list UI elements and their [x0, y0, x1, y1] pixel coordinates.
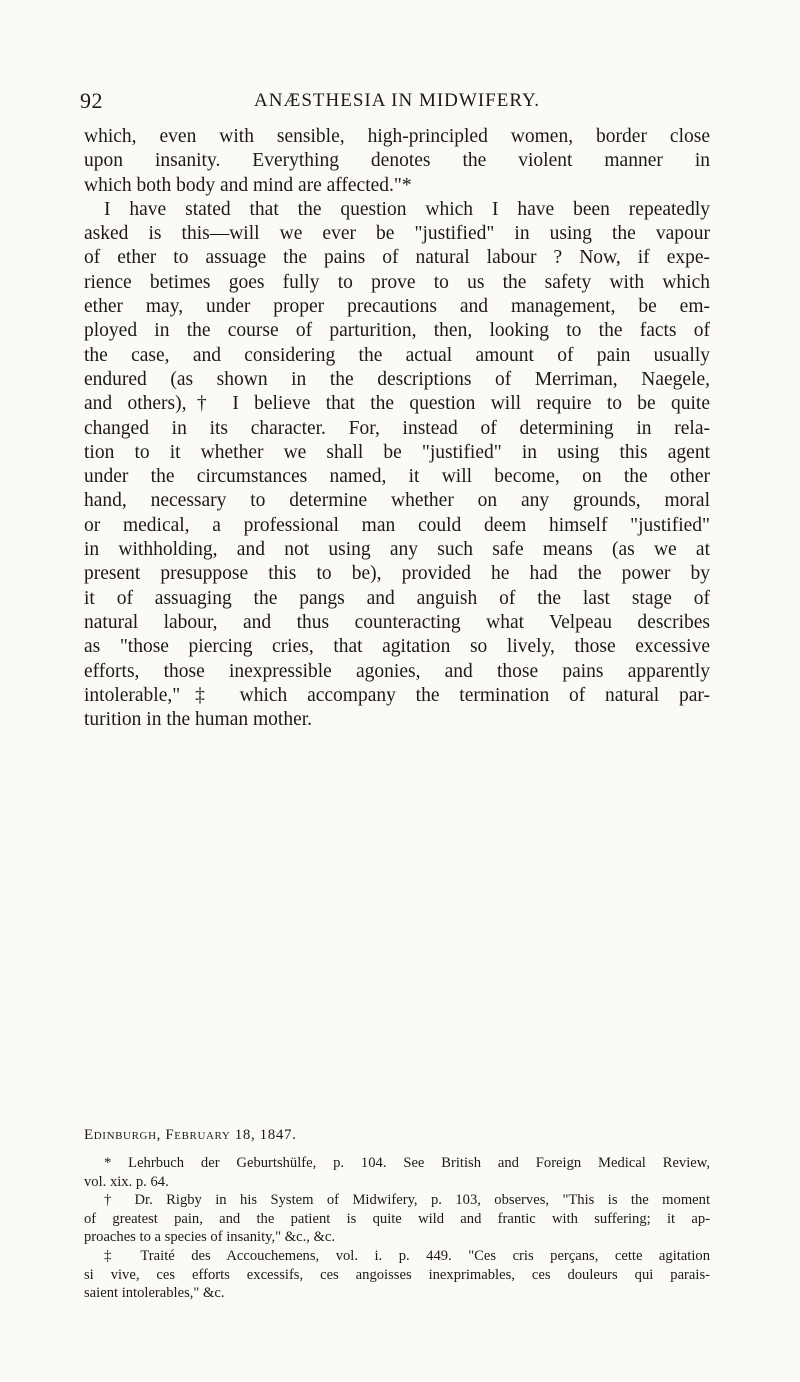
body-line: asked is this—will we ever be "justified" in using the vapour	[84, 223, 710, 245]
body-line: changed in its character. For, instead of determining in rela-	[84, 417, 710, 439]
body-line: natural labour, and thus counteracting what Velpeau describes	[84, 611, 710, 633]
body-line: upon insanity. Everything denotes the violent manner in	[84, 150, 710, 172]
body-line: as "those piercing cries, that agitation so lively, those excessive	[84, 636, 710, 658]
page-header	[80, 88, 710, 118]
footnotes	[84, 1154, 710, 1303]
body-line: intolerable,"‡ which accompany the termination of natural par-	[84, 684, 710, 706]
running-title: ANÆSTHESIA IN MIDWIFERY.	[254, 90, 540, 111]
footnote-line: † Dr. Rigby in his System of Midwifery, p. 103, observes, "This is the moment	[104, 1192, 710, 1209]
body-line: turition in the human mother.	[84, 709, 313, 731]
body-line: under the circumstances named, it will become, on the other	[84, 466, 710, 488]
body-line: it of assuaging the pangs and anguish of the last stage of	[84, 587, 710, 609]
body-line: endured (as shown in the descriptions of Merriman, Naegele,	[84, 368, 710, 390]
body-line: the case, and considering the actual amount of pain usually	[84, 344, 710, 366]
body-line: I have stated that the question which I have been repeatedly	[104, 198, 710, 220]
body-line: ether may, under proper precautions and management, be em-	[84, 296, 710, 318]
body-line: which both body and mind are affected."*	[84, 174, 412, 196]
body-line: tion to it whether we shall be "justified" in using this agent	[84, 441, 710, 463]
footnote-line: * Lehrbuch der Geburtshülfe, p. 104. See British and Foreign Medical Review,	[104, 1155, 710, 1171]
body-line: or medical, a professional man could deem himself "justified"	[84, 514, 710, 536]
dateline: Edinburgh, February 18, 1847.	[84, 1127, 297, 1143]
footnote-line: saient intolerables," &c.	[84, 1285, 225, 1302]
body-line: rience betimes goes fully to prove to us the safety with which	[84, 271, 710, 293]
body-line: which, even with sensible, high-principled women, border close	[84, 126, 710, 147]
body-line: efforts, those inexpressible agonies, and those pains apparently	[84, 660, 710, 682]
footnote-line: vol. xix. p. 64.	[84, 1173, 169, 1190]
body-line: and others),† I believe that the question will require to be quite	[84, 393, 710, 415]
body-line: hand, necessary to determine whether on any grounds, moral	[84, 490, 710, 512]
body-text	[84, 125, 710, 732]
footnote-line: of greatest pain, and the patient is quite wild and frantic with suffering; it ap-	[84, 1210, 710, 1227]
page-number: 92	[80, 88, 103, 113]
body-line: ployed in the course of parturition, then, looking to the facts of	[84, 320, 710, 342]
footnote-line: si vive, ces efforts excessifs, ces angoisses inexprimables, ces douleurs qui parais-	[84, 1266, 710, 1283]
body-line: of ether to assuage the pains of natural labour ? Now, if expe-	[84, 247, 710, 269]
body-line: in withholding, and not using any such safe means (as we at	[84, 539, 710, 561]
footnote-line: proaches to a species of insanity," &c., &c.	[84, 1229, 336, 1246]
body-line: present presuppose this to be), provided he had the power by	[84, 563, 710, 585]
footnote-line: ‡ Traité des Accouchemens, vol. i. p. 449. "Ces cris perçans, cette agitation	[104, 1247, 710, 1264]
